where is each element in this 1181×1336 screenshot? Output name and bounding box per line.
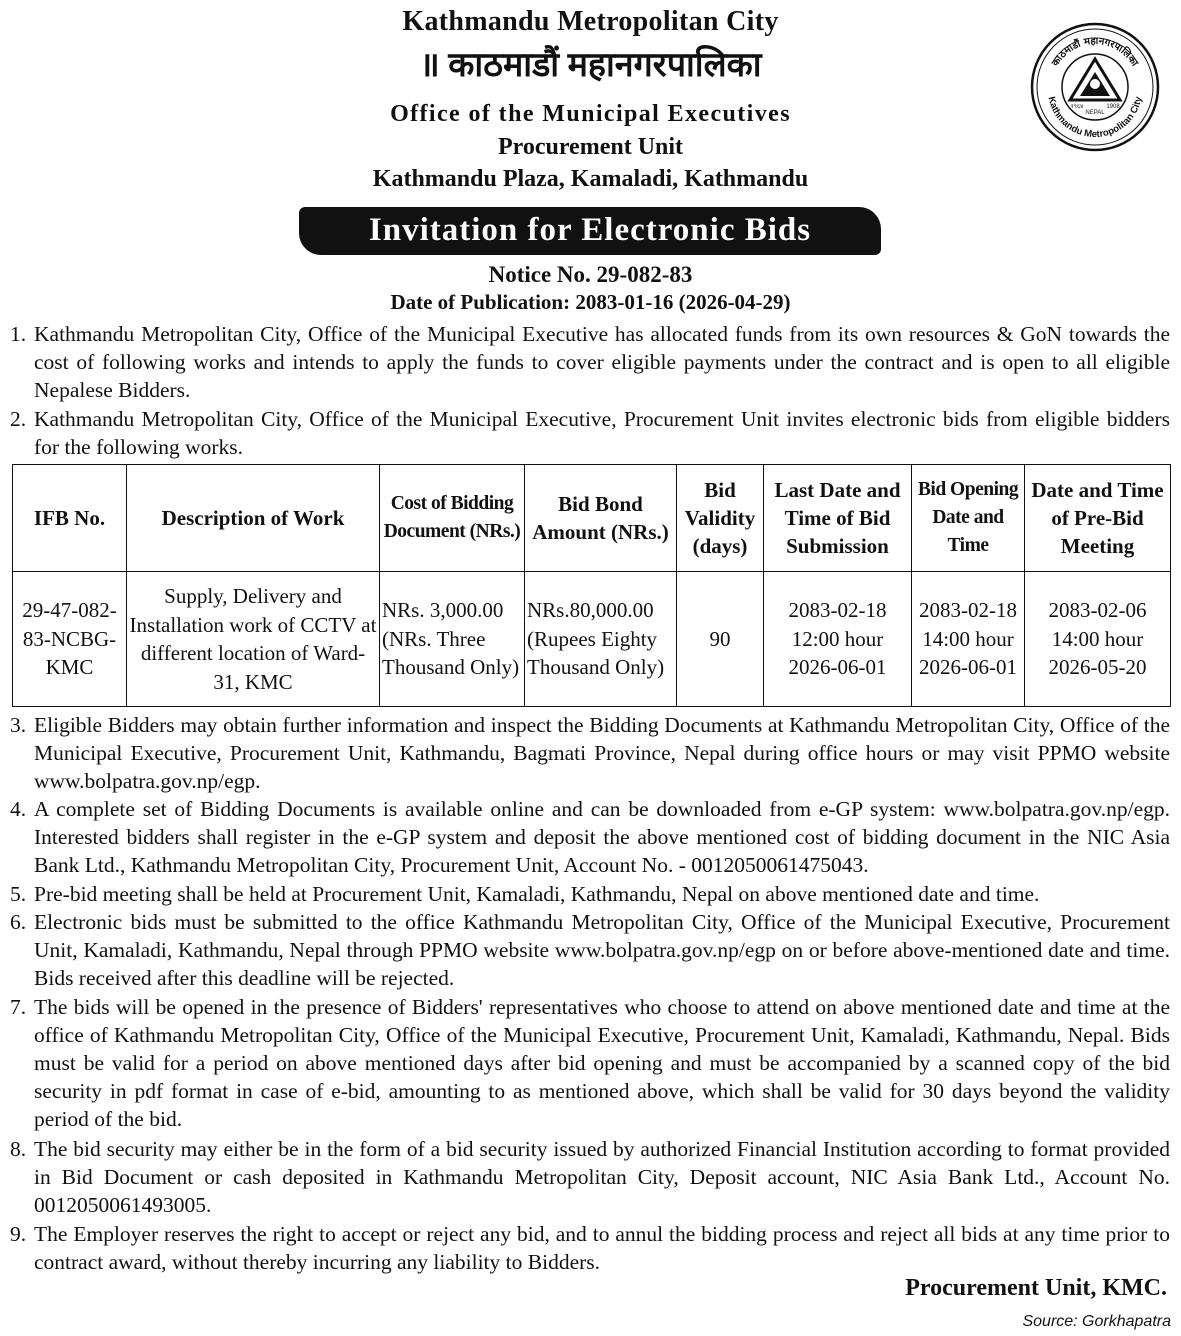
office-address: Kathmandu Plaza, Kamaladi, Kathmandu <box>372 166 809 192</box>
seal-country: NEPAL <box>1085 110 1105 116</box>
cell-bond: NRs.80,000.00 (Rupees Eighty Thousand Only) <box>525 572 677 707</box>
office-name: Office of the Municipal Executives <box>390 101 791 127</box>
cell-prebid: 2083-02-06 14:00 hour 2026-05-20 <box>1025 572 1171 707</box>
paragraph-4: 4. A complete set of Bidding Documents is available online and can be downloaded from e-GP system: www.bolpatra.gov.np/egp. Interested bidders shall register in the e-GP system and deposit the above mentioned cost of bidding document in the NIC Asia Bank Ltd., Kathmandu Metropolitan City, Procurement Unit, Account No. - 0012050061475043. <box>10 797 1170 877</box>
org-name-english: Kathmandu Metropolitan City <box>402 6 779 37</box>
cell-cost: NRs. 3,000.00 (NRs. Three Thousand Only) <box>380 572 525 707</box>
paragraph-3: 3. Eligible Bidders may obtain further information and inspect the Bidding Documents at Kathmandu Metropolitan City, Office of the Municipal Executive, Procurement Unit, Kathmandu, Bagmati Province, Nepal during office hours or may visit PPMO website www.bolpatra.gov.np/egp. <box>10 713 1170 793</box>
paragraph-1: 1. Kathmandu Metropolitan City, Office of the Municipal Executive has allocated funds from its own resources & GoN towards the cost of following works and intends to apply the funds to cover eligible payments under the contract and is open to all eligible Nepalese Bidders. <box>10 322 1170 402</box>
paragraph-8: 8. The bid security may either be in the form of a bid security issued by authorized Financial Institution according to format provided in Bid Document or cash deposited in Kathmandu Metropolitan City, Deposit account, NIC Asia Bank Ltd., Account No. 0012050061493005. <box>10 1137 1170 1217</box>
publication-date: Date of Publication: 2083-01-16 (2026-04-29) <box>390 290 791 314</box>
header-cost: Cost of Bidding Document (NRs.) <box>380 465 525 572</box>
header-prebid: Date and Time of Pre-Bid Meeting <box>1025 465 1171 572</box>
table-header-row <box>13 465 1171 572</box>
cell-submission: 2083-02-18 12:00 hour 2026-06-01 <box>764 572 912 707</box>
seal-top-text: काठमाडौं महानगरपालिका <box>1050 35 1140 69</box>
kmc-seal-icon <box>1030 22 1160 152</box>
bids-table <box>12 464 1171 707</box>
source-credit: Source: Gorkhapatra <box>1022 1313 1171 1330</box>
paragraph-9: 9. The Employer reserves the right to accept or reject any bid, and to annul the bidding process and reject all bids at any time prior to contract award, without thereby incurring any liability to Bidders. <box>10 1222 1170 1274</box>
seal-year-left: १९६४ <box>1070 103 1084 110</box>
paragraph-5: 5. Pre-bid meeting shall be held at Procurement Unit, Kamaladi, Kathmandu, Nepal on above mentioned date and time. <box>10 882 1040 906</box>
header-submission: Last Date and Time of Bid Submission <box>764 465 912 572</box>
notice-number: Notice No. 29-082-83 <box>488 262 693 287</box>
header-validity: Bid Validity (days) <box>677 465 764 572</box>
unit-name: Procurement Unit <box>497 134 684 160</box>
header-opening: Bid Opening Date and Time <box>912 465 1025 572</box>
header-bond: Bid Bond Amount (NRs.) <box>525 465 677 572</box>
seal-bottom-text: Kathmandu Metropolitan City <box>1045 95 1145 141</box>
paragraph-6: 6. Electronic bids must be submitted to the office Kathmandu Metropolitan City, Office of the Municipal Executive, Procurement Unit, Kamaladi, Kathmandu, Nepal through PPMO website www.bolpatra.gov.np/egp on or before above-mentioned date and time. Bids received after this deadline will be rejected. <box>10 910 1170 990</box>
org-name-nepali: ॥ काठमाडौं महानगरपालिका <box>419 47 762 84</box>
cell-opening: 2083-02-18 14:00 hour 2026-06-01 <box>912 572 1025 707</box>
paragraph-2: 2. Kathmandu Metropolitan City, Office of the Municipal Executive, Procurement Unit invites electronic bids from eligible bidders for the following works. <box>10 407 1170 459</box>
paragraph-7: 7. The bids will be opened in the presence of Bidders' representatives who choose to attend on above mentioned date and time at the office of Kathmandu Metropolitan City, Office of the Municipal Executive, Procurement Unit, Kamaladi, Kathmandu, Nepal. Bids must be valid for a period on above mentioned days after bid opening and must be accompanied by a scanned copy of the bid security in pdf format in case of e-bid, amounting to as mentioned above, which shall be valid for 30 days beyond the validity period of the bid. <box>10 995 1170 1131</box>
header-ifb: IFB No. <box>13 465 127 572</box>
header-description: Description of Work <box>127 465 380 572</box>
cell-ifb: 29-47-082-83-NCBG-KMC <box>13 572 127 707</box>
seal-year-right: 1908 <box>1106 104 1120 110</box>
notice-banner: Invitation for Electronic Bids <box>299 207 881 255</box>
cell-description: Supply, Delivery and Installation work of CCTV at different location of Ward-31, KMC <box>127 572 380 707</box>
table-row <box>13 572 1171 707</box>
signoff: Procurement Unit, KMC. <box>905 1275 1167 1301</box>
cell-validity: 90 <box>677 572 764 707</box>
